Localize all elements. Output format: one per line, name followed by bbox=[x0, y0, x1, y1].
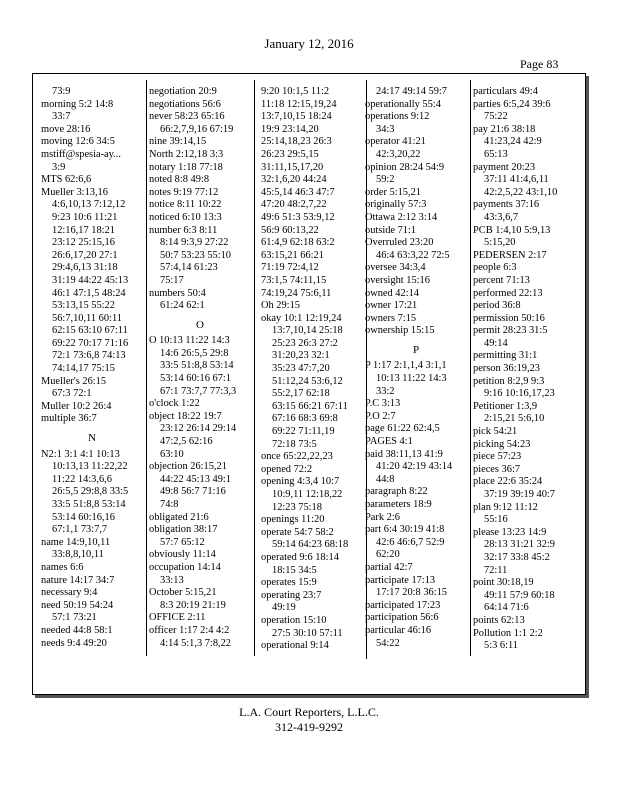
index-line: permission 50:16 bbox=[473, 312, 545, 324]
index-line: order 5:15,21 bbox=[365, 186, 421, 198]
index-line: point 30:18,19 bbox=[473, 577, 534, 589]
index-line: 57:7 65:12 bbox=[160, 536, 205, 548]
index-line: 61:24 62:1 bbox=[160, 300, 205, 312]
index-line: obligation 38:17 bbox=[149, 524, 218, 536]
index-line: multiple 36:7 bbox=[41, 413, 97, 425]
index-line: 23:12 26:14 29:14 bbox=[160, 423, 237, 435]
index-line: noted 8:8 49:8 bbox=[149, 174, 210, 186]
index-line: 53:14 60:16 67:1 bbox=[160, 373, 232, 385]
index-line: 42:6 46:6,7 52:9 bbox=[376, 536, 445, 548]
index-line: 44:22 45:13 49:1 bbox=[160, 473, 232, 485]
index-line: objection 26:15,21 bbox=[149, 461, 227, 473]
index-line: opinion 28:24 54:9 bbox=[365, 161, 445, 173]
index-line: 5:15,20 bbox=[484, 237, 516, 249]
index-box bbox=[32, 73, 586, 695]
index-line: 63:15 66:21 67:11 bbox=[272, 400, 348, 412]
index-line: 43:3,6,7 bbox=[484, 211, 519, 223]
index-line: 37:11 41:4,6,11 bbox=[484, 174, 549, 186]
index-line: Mueller 3:13,16 bbox=[41, 186, 108, 198]
index-line: 53:14 60:16,16 bbox=[52, 511, 115, 523]
index-line: 67:1,1 73:7,7 bbox=[52, 524, 108, 536]
page-number: Page 83 bbox=[520, 57, 559, 71]
index-line: 59:14 64:23 68:18 bbox=[272, 539, 349, 551]
index-line: operator 41:21 bbox=[365, 136, 426, 148]
index-line: operating 23:7 bbox=[261, 589, 322, 601]
index-column-1 bbox=[41, 86, 143, 650]
index-line: operated 9:6 18:14 bbox=[261, 551, 339, 563]
index-line: 49:19 bbox=[272, 602, 296, 614]
index-line: operations 9:12 bbox=[365, 111, 430, 123]
index-line: 9:16 10:16,17,23 bbox=[484, 388, 555, 400]
index-line: petition 8:2,9 9:3 bbox=[473, 375, 545, 387]
index-line: parties 6:5,24 39:6 bbox=[473, 98, 551, 110]
index-line: needed 44:8 58:1 bbox=[41, 624, 113, 636]
index-line: 62:15 63:10 67:11 bbox=[52, 325, 128, 337]
index-line: 47:2,5 62:16 bbox=[160, 436, 213, 448]
index-line: 75:22 bbox=[484, 111, 508, 123]
index-line: numbers 50:4 bbox=[149, 287, 206, 299]
index-line: 41:20 42:19 43:14 bbox=[376, 461, 453, 473]
index-line: 57:1 73:21 bbox=[52, 612, 97, 624]
index-line: owned 42:14 bbox=[365, 287, 419, 299]
index-line: owners 7:15 bbox=[365, 312, 417, 324]
index-line: participation 56:6 bbox=[365, 612, 439, 624]
index-line: officer 1:17 2:4 4:2 bbox=[149, 624, 230, 636]
index-line: 19:9 23:14,20 bbox=[261, 123, 319, 135]
index-line: move 28:16 bbox=[41, 123, 91, 135]
index-line: o'clock 1:22 bbox=[149, 398, 200, 410]
index-line: 75:17 bbox=[160, 274, 184, 286]
index-line: 26:5,5 29:8,8 33:5 bbox=[52, 486, 129, 498]
index-line: 55:16 bbox=[484, 514, 508, 526]
index-column-2 bbox=[149, 86, 251, 650]
index-line: Mueller's 26:15 bbox=[41, 375, 107, 387]
index-line: obviously 11:14 bbox=[149, 549, 216, 561]
index-line: names 6:6 bbox=[41, 561, 84, 573]
index-line: nature 14:17 34:7 bbox=[41, 574, 115, 586]
index-column-4 bbox=[365, 86, 467, 650]
index-line: 4:14 5:1,3 7:8,22 bbox=[160, 637, 232, 649]
index-line: 71:19 72:4,12 bbox=[261, 262, 319, 274]
index-line: 57:4,14 61:23 bbox=[160, 262, 218, 274]
index-line: PAGES 4:1 bbox=[365, 436, 413, 448]
index-line: 65:13 bbox=[484, 148, 508, 160]
index-line: notes 9:19 77:12 bbox=[149, 186, 219, 198]
index-line: PCB 1:4,10 5:9,13 bbox=[473, 224, 551, 236]
index-line: 63:15,21 66:21 bbox=[261, 249, 324, 261]
index-line: place 22:6 35:24 bbox=[473, 476, 543, 488]
index-line: operate 54:7 58:2 bbox=[261, 526, 334, 538]
index-line: 33:5 51:8,8 53:14 bbox=[160, 360, 234, 372]
index-line: 29:4,6,13 31:18 bbox=[52, 262, 118, 274]
index-line: 53:13,15 55:22 bbox=[52, 300, 115, 312]
index-line: 3:9 bbox=[52, 161, 66, 173]
index-line: 59:2 bbox=[376, 174, 395, 186]
index-line: 12:16,17 18:21 bbox=[52, 224, 115, 236]
index-line: 17:17 20:8 36:15 bbox=[376, 587, 448, 599]
index-line: 26:23 29:5,15 bbox=[261, 148, 319, 160]
index-line: 10:13 11:22 14:3 bbox=[376, 373, 447, 385]
index-line: participated 17:23 bbox=[365, 599, 441, 611]
index-line: 31:11,15,17,20 bbox=[261, 161, 324, 173]
index-line: 74:8 bbox=[160, 499, 179, 510]
index-line: 9:23 10:6 11:21 bbox=[52, 211, 118, 223]
index-line: outside 71:1 bbox=[365, 224, 417, 236]
index-line: 66:2,7,9,16 67:19 bbox=[160, 123, 234, 135]
index-line: 35:23 47:7,20 bbox=[272, 363, 330, 375]
index-line: ownership 15:15 bbox=[365, 325, 435, 337]
index-line: October 5:15,21 bbox=[149, 587, 217, 599]
index-line: mstiff@spesia-ay... bbox=[41, 148, 121, 160]
index-line: 69:22 70:17 71:16 bbox=[52, 337, 129, 349]
index-line: 42:3,20,22 bbox=[376, 148, 421, 160]
index-line: 27:5 30:10 57:11 bbox=[272, 627, 343, 639]
index-line: once 65:22,22,23 bbox=[261, 451, 333, 463]
index-line: pick 54:21 bbox=[473, 426, 518, 438]
index-line: occupation 14:14 bbox=[149, 561, 221, 573]
index-line: 54:22 bbox=[376, 637, 400, 649]
index-line: partial 42:7 bbox=[365, 561, 413, 573]
index-line: 61:4,9 62:18 63:2 bbox=[261, 237, 335, 249]
index-line: pieces 36:7 bbox=[473, 463, 521, 475]
index-line: 13:7,10,15 18:24 bbox=[261, 111, 332, 123]
index-line: 73:9 bbox=[52, 86, 71, 97]
index-line: 4:6,10,13 7:12,12 bbox=[52, 199, 126, 211]
index-line: 28:13 31:21 32:9 bbox=[484, 539, 556, 551]
index-line: 25:23 26:3 27:2 bbox=[272, 337, 338, 349]
index-line: need 50:19 54:24 bbox=[41, 599, 114, 611]
index-line: particular 46:16 bbox=[365, 624, 432, 636]
index-line: period 36:8 bbox=[473, 300, 521, 312]
index-line: noticed 6:10 13:3 bbox=[149, 211, 222, 223]
index-line: opening 4:3,4 10:7 bbox=[261, 476, 340, 488]
index-line: 50:7 53:23 55:10 bbox=[160, 249, 232, 261]
index-line: Ottawa 2:12 3:14 bbox=[365, 211, 438, 223]
index-line: necessary 9:4 bbox=[41, 587, 98, 599]
index-line: 12:23 75:18 bbox=[272, 501, 322, 513]
index-line: paid 38:11,13 41:9 bbox=[365, 448, 443, 460]
index-line: plan 9:12 11:12 bbox=[473, 501, 538, 513]
index-line: Overruled 23:20 bbox=[365, 237, 434, 249]
index-line: 74:14,17 75:15 bbox=[52, 363, 115, 375]
index-line: 46:1 47:1,5 48:24 bbox=[52, 287, 126, 299]
index-line: 64:14 71:6 bbox=[484, 602, 529, 614]
index-line: obligated 21:6 bbox=[149, 511, 209, 523]
index-letter-heading: O bbox=[196, 318, 204, 331]
index-line: 42:2,5,22 43:1,10 bbox=[484, 186, 558, 198]
index-line: participate 17:13 bbox=[365, 574, 436, 586]
index-line: 49:6 51:3 53:9,12 bbox=[261, 211, 335, 223]
index-line: 56:7,10,11 60:11 bbox=[52, 312, 122, 324]
index-line: 67:1 73:7,7 77:3,3 bbox=[160, 385, 237, 397]
index-line: 26:6,17,20 27:1 bbox=[52, 249, 118, 261]
index-line: 49:11 57:9 60:18 bbox=[484, 589, 555, 601]
index-line: 25:14,18,23 26:3 bbox=[261, 136, 332, 148]
index-line: 2:15,21 5:6,10 bbox=[484, 413, 545, 425]
index-line: picking 54:23 bbox=[473, 438, 531, 450]
index-line: person 36:19,23 bbox=[473, 363, 540, 375]
index-line: 11:22 14:3,6,6 bbox=[52, 473, 112, 485]
index-line: P.O 2:7 bbox=[365, 410, 396, 422]
index-line: never 58:23 65:16 bbox=[149, 111, 225, 123]
index-line: 51:12,24 53:6,12 bbox=[272, 375, 343, 387]
index-line: P.C 3:13 bbox=[365, 398, 401, 410]
index-line: 33:8,8,10,11 bbox=[52, 549, 104, 561]
index-line: P 1:17 2:1,1,4 3:1,1 bbox=[365, 360, 447, 372]
index-line: 31:19 44:22 45:13 bbox=[52, 274, 129, 286]
index-line: nine 39:14,15 bbox=[149, 136, 207, 148]
index-line: payment 20:23 bbox=[473, 161, 536, 173]
index-line: 72:11 bbox=[484, 564, 508, 576]
index-line: 23:12 25:15,16 bbox=[52, 237, 115, 249]
index-line: 45:5,14 46:3 47:7 bbox=[261, 186, 335, 198]
index-line: performed 22:13 bbox=[473, 287, 543, 299]
index-line: 33:5 51:8,8 53:14 bbox=[52, 499, 126, 510]
index-line: 69:22 71:11,19 bbox=[272, 426, 335, 438]
index-line: PEDERSEN 2:17 bbox=[473, 249, 547, 261]
index-line: 49:8 56:7 71:16 bbox=[160, 486, 226, 498]
index-line: parameters 18:9 bbox=[365, 499, 432, 510]
index-letter-heading: P bbox=[412, 343, 420, 356]
index-line: 10:13,13 11:22,22 bbox=[52, 461, 128, 473]
index-line: needs 9:4 49:20 bbox=[41, 637, 107, 649]
index-line: people 6:3 bbox=[473, 262, 517, 274]
index-line: 72:1 73:6,8 74:13 bbox=[52, 350, 126, 362]
index-line: 13:7,10,14 25:18 bbox=[272, 325, 343, 337]
index-line: negotiation 20:9 bbox=[149, 86, 217, 97]
index-line: 8:3 20:19 21:19 bbox=[160, 599, 226, 611]
index-line: OFFICE 2:11 bbox=[149, 612, 206, 624]
index-line: please 13:23 14:9 bbox=[473, 526, 547, 538]
index-line: 72:18 73:5 bbox=[272, 438, 317, 450]
index-line: 63:10 bbox=[160, 448, 184, 460]
index-line: okay 10:1 12:19,24 bbox=[261, 312, 342, 324]
index-line: 33:7 bbox=[52, 111, 71, 123]
index-line: 33:13 bbox=[160, 574, 184, 586]
index-line: originally 57:3 bbox=[365, 199, 427, 211]
index-line: 32:17 33:8 45:2 bbox=[484, 551, 550, 563]
index-line: 41:23,24 42:9 bbox=[484, 136, 542, 148]
index-line: page 61:22 62:4,5 bbox=[365, 423, 440, 435]
index-line: North 2:12,18 3:3 bbox=[149, 148, 224, 160]
index-line: operation 15:10 bbox=[261, 614, 327, 626]
index-line: pay 21:6 38:18 bbox=[473, 123, 536, 135]
index-line: permit 28:23 31:5 bbox=[473, 325, 548, 337]
index-line: Petitioner 1:3,9 bbox=[473, 400, 538, 412]
index-line: operates 15:9 bbox=[261, 577, 317, 589]
index-line: particulars 49:4 bbox=[473, 86, 538, 97]
index-line: piece 57:23 bbox=[473, 451, 522, 463]
index-line: oversee 34:3,4 bbox=[365, 262, 426, 274]
index-column-5 bbox=[473, 86, 575, 653]
index-line: part 6:4 30:19 41:8 bbox=[365, 524, 445, 536]
index-line: Park 2:6 bbox=[365, 511, 400, 523]
index-line: points 62:13 bbox=[473, 614, 525, 626]
index-line: 56:9 60:13,22 bbox=[261, 224, 319, 236]
index-line: 74:19,24 75:6,11 bbox=[261, 287, 332, 299]
index-line: paragraph 8:22 bbox=[365, 486, 428, 498]
index-line: 47:20 48:2,7,22 bbox=[261, 199, 327, 211]
index-line: owner 17:21 bbox=[365, 300, 418, 312]
index-line: negotiations 56:6 bbox=[149, 98, 221, 110]
index-line: oversight 15:16 bbox=[365, 274, 430, 286]
index-line: operational 9:14 bbox=[261, 640, 329, 652]
index-line: percent 71:13 bbox=[473, 274, 530, 286]
index-line: 14:6 26:5,5 29:8 bbox=[160, 347, 229, 359]
index-line: Oh 29:15 bbox=[261, 300, 300, 312]
index-line: 67:3 72:1 bbox=[52, 388, 92, 400]
index-line: 9:20 10:1,5 11:2 bbox=[261, 86, 330, 97]
index-line: Muller 10:2 26:4 bbox=[41, 400, 112, 412]
index-line: 11:18 12:15,19,24 bbox=[261, 98, 337, 110]
index-line: Pollution 1:1 2:2 bbox=[473, 627, 543, 639]
index-line: moving 12:6 34:5 bbox=[41, 136, 115, 148]
footer-company: L.A. Court Reporters, L.L.C. bbox=[239, 705, 379, 719]
index-line: number 6:3 8:11 bbox=[149, 224, 218, 236]
index-line: 8:14 9:3,9 27:22 bbox=[160, 237, 229, 249]
index-line: 44:8 bbox=[376, 473, 395, 485]
index-line: 55:2,17 62:18 bbox=[272, 388, 330, 400]
index-column-3 bbox=[261, 86, 363, 653]
index-line: 73:1,5 74:11,15 bbox=[261, 274, 327, 286]
index-letter-heading: N bbox=[88, 432, 96, 445]
index-line: 49:14 bbox=[484, 337, 508, 349]
index-line: name 14:9,10,11 bbox=[41, 536, 111, 548]
index-line: morning 5:2 14:8 bbox=[41, 98, 114, 110]
index-line: 37:19 39:19 40:7 bbox=[484, 489, 556, 500]
index-line: permitting 31:1 bbox=[473, 350, 538, 362]
index-line: 67:16 68:3 69:8 bbox=[272, 413, 338, 425]
index-line: openings 11:20 bbox=[261, 514, 325, 526]
index-line: notary 1:18 77:18 bbox=[149, 161, 223, 173]
index-line: 31:20,23 32:1 bbox=[272, 350, 330, 362]
index-line: payments 37:16 bbox=[473, 199, 540, 211]
index-line: 46:4 63:3,22 72:5 bbox=[376, 249, 450, 261]
index-line: 5:3 6:11 bbox=[484, 640, 518, 652]
index-line: opened 72:2 bbox=[261, 463, 313, 475]
index-line: 24:17 49:14 59:7 bbox=[376, 86, 448, 97]
index-line: O 10:13 11:22 14:3 bbox=[149, 335, 230, 347]
index-line: 18:15 34:5 bbox=[272, 564, 317, 576]
transcript-date: January 12, 2016 bbox=[264, 36, 354, 51]
index-line: 62:20 bbox=[376, 549, 400, 561]
index-line: N2:1 3:1 4:1 10:13 bbox=[41, 448, 120, 460]
index-line: 33:2 bbox=[376, 385, 395, 397]
index-line: notice 8:11 10:22 bbox=[149, 199, 222, 211]
index-line: 10:9,11 12:18,22 bbox=[272, 489, 343, 500]
index-line: 32:1,6,20 44:24 bbox=[261, 174, 327, 186]
index-line: MTS 62:6,6 bbox=[41, 174, 92, 186]
index-line: object 18:22 19:7 bbox=[149, 410, 222, 422]
index-line: 34:3 bbox=[376, 123, 395, 135]
footer-phone: 312-419-9292 bbox=[275, 720, 343, 734]
index-line: operationally 55:4 bbox=[365, 98, 441, 110]
